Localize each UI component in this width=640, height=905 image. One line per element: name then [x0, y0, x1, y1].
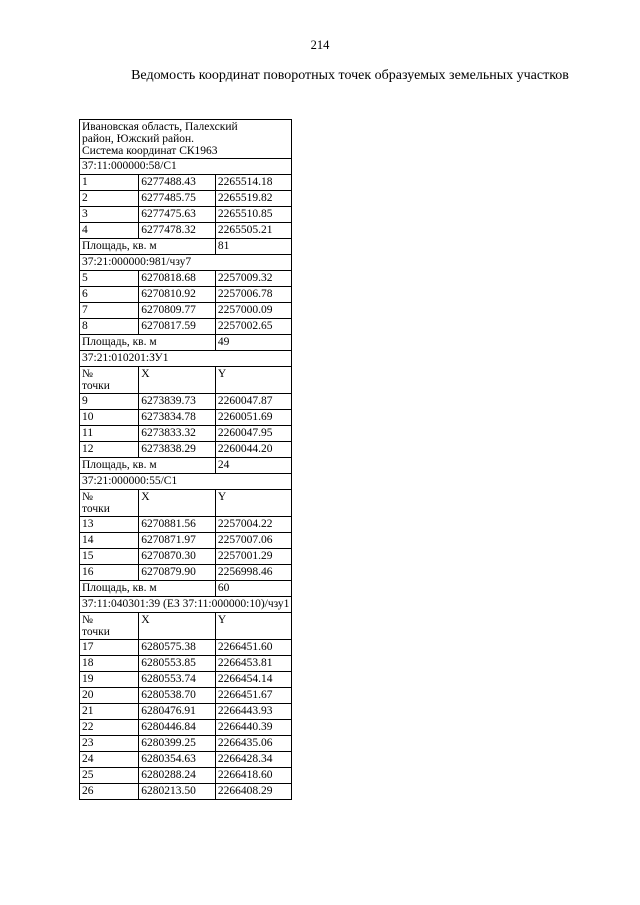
point-x-coordinate: 6270810.92: [139, 287, 216, 303]
point-y-coordinate: 2256998.46: [215, 565, 292, 581]
point-row: [80, 223, 292, 239]
point-number: 23: [80, 736, 139, 752]
coordinates-table: [79, 119, 292, 800]
point-y-coordinate: 2257001.29: [215, 549, 292, 565]
point-row: [80, 704, 292, 720]
column-header-row: [80, 490, 292, 517]
point-number: 21: [80, 704, 139, 720]
point-x-coordinate: 6280476.91: [139, 704, 216, 720]
point-y-coordinate: 2266454.14: [215, 672, 292, 688]
point-number: 25: [80, 768, 139, 784]
point-row: [80, 640, 292, 656]
point-y-coordinate: 2266451.67: [215, 688, 292, 704]
point-number: 17: [80, 640, 139, 656]
point-row: [80, 736, 292, 752]
x-column-header: X: [139, 490, 216, 517]
point-y-coordinate: 2257009.32: [215, 271, 292, 287]
point-number: 11: [80, 426, 139, 442]
parcel-cadastral-number: 37:21:010201:ЗУ1: [80, 351, 292, 367]
parcel-id-row: [80, 159, 292, 175]
point-row: [80, 442, 292, 458]
point-x-coordinate: 6270870.30: [139, 549, 216, 565]
point-y-coordinate: 2260051.69: [215, 410, 292, 426]
point-number: 15: [80, 549, 139, 565]
point-number: 14: [80, 533, 139, 549]
point-y-coordinate: 2266443.93: [215, 704, 292, 720]
point-y-coordinate: 2265514.18: [215, 175, 292, 191]
coordinates-table-body: [80, 120, 292, 800]
point-y-coordinate: 2257000.09: [215, 303, 292, 319]
parcel-id-row: [80, 255, 292, 271]
parcel-cadastral-number: 37:11:000000:58/С1: [80, 159, 292, 175]
parcel-cadastral-number: 37:11:040301:39 (ЕЗ 37:11:000000:10)/чзу1: [80, 597, 292, 613]
area-value: 60: [215, 581, 292, 597]
region-header-cell: [80, 120, 292, 159]
point-row: [80, 784, 292, 800]
point-number: 12: [80, 442, 139, 458]
point-number: 4: [80, 223, 139, 239]
point-row: [80, 207, 292, 223]
point-number: 24: [80, 752, 139, 768]
point-number: 1: [80, 175, 139, 191]
point-number: 16: [80, 565, 139, 581]
point-x-coordinate: 6280553.85: [139, 656, 216, 672]
page-number: 214: [310, 38, 330, 52]
region-line: район, Южский район.: [82, 133, 195, 145]
point-number: 7: [80, 303, 139, 319]
point-row: [80, 287, 292, 303]
point-y-coordinate: 2266408.29: [215, 784, 292, 800]
point-number: 22: [80, 720, 139, 736]
point-y-coordinate: 2257002.65: [215, 319, 292, 335]
point-number-header-line: точки: [82, 626, 110, 638]
point-row: [80, 768, 292, 784]
point-row: [80, 410, 292, 426]
point-y-coordinate: 2265510.85: [215, 207, 292, 223]
point-y-coordinate: 2266435.06: [215, 736, 292, 752]
area-value: 24: [215, 458, 292, 474]
point-number-header-line: точки: [82, 380, 110, 392]
point-number-header-line: №: [82, 614, 93, 626]
point-x-coordinate: 6280288.24: [139, 768, 216, 784]
point-x-coordinate: 6273834.78: [139, 410, 216, 426]
point-number-header-line: №: [82, 491, 93, 503]
parcel-id-row: [80, 474, 292, 490]
point-x-coordinate: 6277475.63: [139, 207, 216, 223]
point-row: [80, 549, 292, 565]
point-row: [80, 752, 292, 768]
point-y-coordinate: 2257006.78: [215, 287, 292, 303]
point-x-coordinate: 6270818.68: [139, 271, 216, 287]
point-row: [80, 426, 292, 442]
region-header-row: [80, 120, 292, 159]
point-x-coordinate: 6270871.97: [139, 533, 216, 549]
point-y-coordinate: 2260047.87: [215, 394, 292, 410]
point-x-coordinate: 6280575.38: [139, 640, 216, 656]
point-row: [80, 319, 292, 335]
point-y-coordinate: 2266428.34: [215, 752, 292, 768]
area-row: [80, 335, 292, 351]
point-y-coordinate: 2265505.21: [215, 223, 292, 239]
region-line: Система координат СК1963: [82, 145, 218, 157]
y-column-header: Y: [215, 613, 292, 640]
point-y-coordinate: 2266440.39: [215, 720, 292, 736]
parcel-id-row: [80, 597, 292, 613]
point-x-coordinate: 6273839.73: [139, 394, 216, 410]
point-number: 9: [80, 394, 139, 410]
area-label: Площадь, кв. м: [80, 458, 216, 474]
area-label: Площадь, кв. м: [80, 581, 216, 597]
point-number-header-line: точки: [82, 503, 110, 515]
point-number: 5: [80, 271, 139, 287]
point-y-coordinate: 2266418.60: [215, 768, 292, 784]
point-row: [80, 533, 292, 549]
area-label: Площадь, кв. м: [80, 239, 216, 255]
area-value: 49: [215, 335, 292, 351]
y-column-header: Y: [215, 367, 292, 394]
parcel-cadastral-number: 37:21:000000:55/С1: [80, 474, 292, 490]
point-number: 19: [80, 672, 139, 688]
point-x-coordinate: 6277485.75: [139, 191, 216, 207]
point-x-coordinate: 6280354.63: [139, 752, 216, 768]
area-row: [80, 581, 292, 597]
point-number: 26: [80, 784, 139, 800]
point-row: [80, 656, 292, 672]
document-title: Ведомость координат поворотных точек образуемых земельных участков: [131, 68, 569, 83]
parcel-cadastral-number: 37:21:000000:981/чзу7: [80, 255, 292, 271]
point-x-coordinate: 6270817.59: [139, 319, 216, 335]
point-number-header-line: №: [82, 368, 93, 380]
area-row: [80, 458, 292, 474]
point-x-coordinate: 6270881.56: [139, 517, 216, 533]
point-x-coordinate: 6280538.70: [139, 688, 216, 704]
point-x-coordinate: 6280399.25: [139, 736, 216, 752]
point-y-coordinate: 2257007.06: [215, 533, 292, 549]
point-number: 2: [80, 191, 139, 207]
y-column-header: Y: [215, 490, 292, 517]
point-number-header: [80, 613, 139, 640]
point-x-coordinate: 6273833.32: [139, 426, 216, 442]
x-column-header: X: [139, 367, 216, 394]
point-row: [80, 271, 292, 287]
point-row: [80, 303, 292, 319]
point-row: [80, 720, 292, 736]
point-y-coordinate: 2266451.60: [215, 640, 292, 656]
point-row: [80, 175, 292, 191]
region-line: Ивановская область, Палехский: [82, 121, 238, 133]
point-x-coordinate: 6270879.90: [139, 565, 216, 581]
x-column-header: X: [139, 613, 216, 640]
point-x-coordinate: 6273838.29: [139, 442, 216, 458]
area-label: Площадь, кв. м: [80, 335, 216, 351]
point-y-coordinate: 2257004.22: [215, 517, 292, 533]
point-number: 8: [80, 319, 139, 335]
point-row: [80, 688, 292, 704]
point-x-coordinate: 6277478.32: [139, 223, 216, 239]
point-number: 3: [80, 207, 139, 223]
point-number: 6: [80, 287, 139, 303]
point-number: 13: [80, 517, 139, 533]
point-x-coordinate: 6280446.84: [139, 720, 216, 736]
point-number: 20: [80, 688, 139, 704]
point-row: [80, 191, 292, 207]
area-row: [80, 239, 292, 255]
point-y-coordinate: 2260044.20: [215, 442, 292, 458]
point-x-coordinate: 6280213.50: [139, 784, 216, 800]
column-header-row: [80, 367, 292, 394]
point-y-coordinate: 2260047.95: [215, 426, 292, 442]
parcel-id-row: [80, 351, 292, 367]
point-x-coordinate: 6270809.77: [139, 303, 216, 319]
point-number-header: [80, 367, 139, 394]
point-row: [80, 672, 292, 688]
point-row: [80, 517, 292, 533]
column-header-row: [80, 613, 292, 640]
point-x-coordinate: 6277488.43: [139, 175, 216, 191]
area-value: 81: [215, 239, 292, 255]
point-row: [80, 565, 292, 581]
point-x-coordinate: 6280553.74: [139, 672, 216, 688]
point-number-header: [80, 490, 139, 517]
point-number: 18: [80, 656, 139, 672]
point-number: 10: [80, 410, 139, 426]
point-row: [80, 394, 292, 410]
point-y-coordinate: 2266453.81: [215, 656, 292, 672]
point-y-coordinate: 2265519.82: [215, 191, 292, 207]
